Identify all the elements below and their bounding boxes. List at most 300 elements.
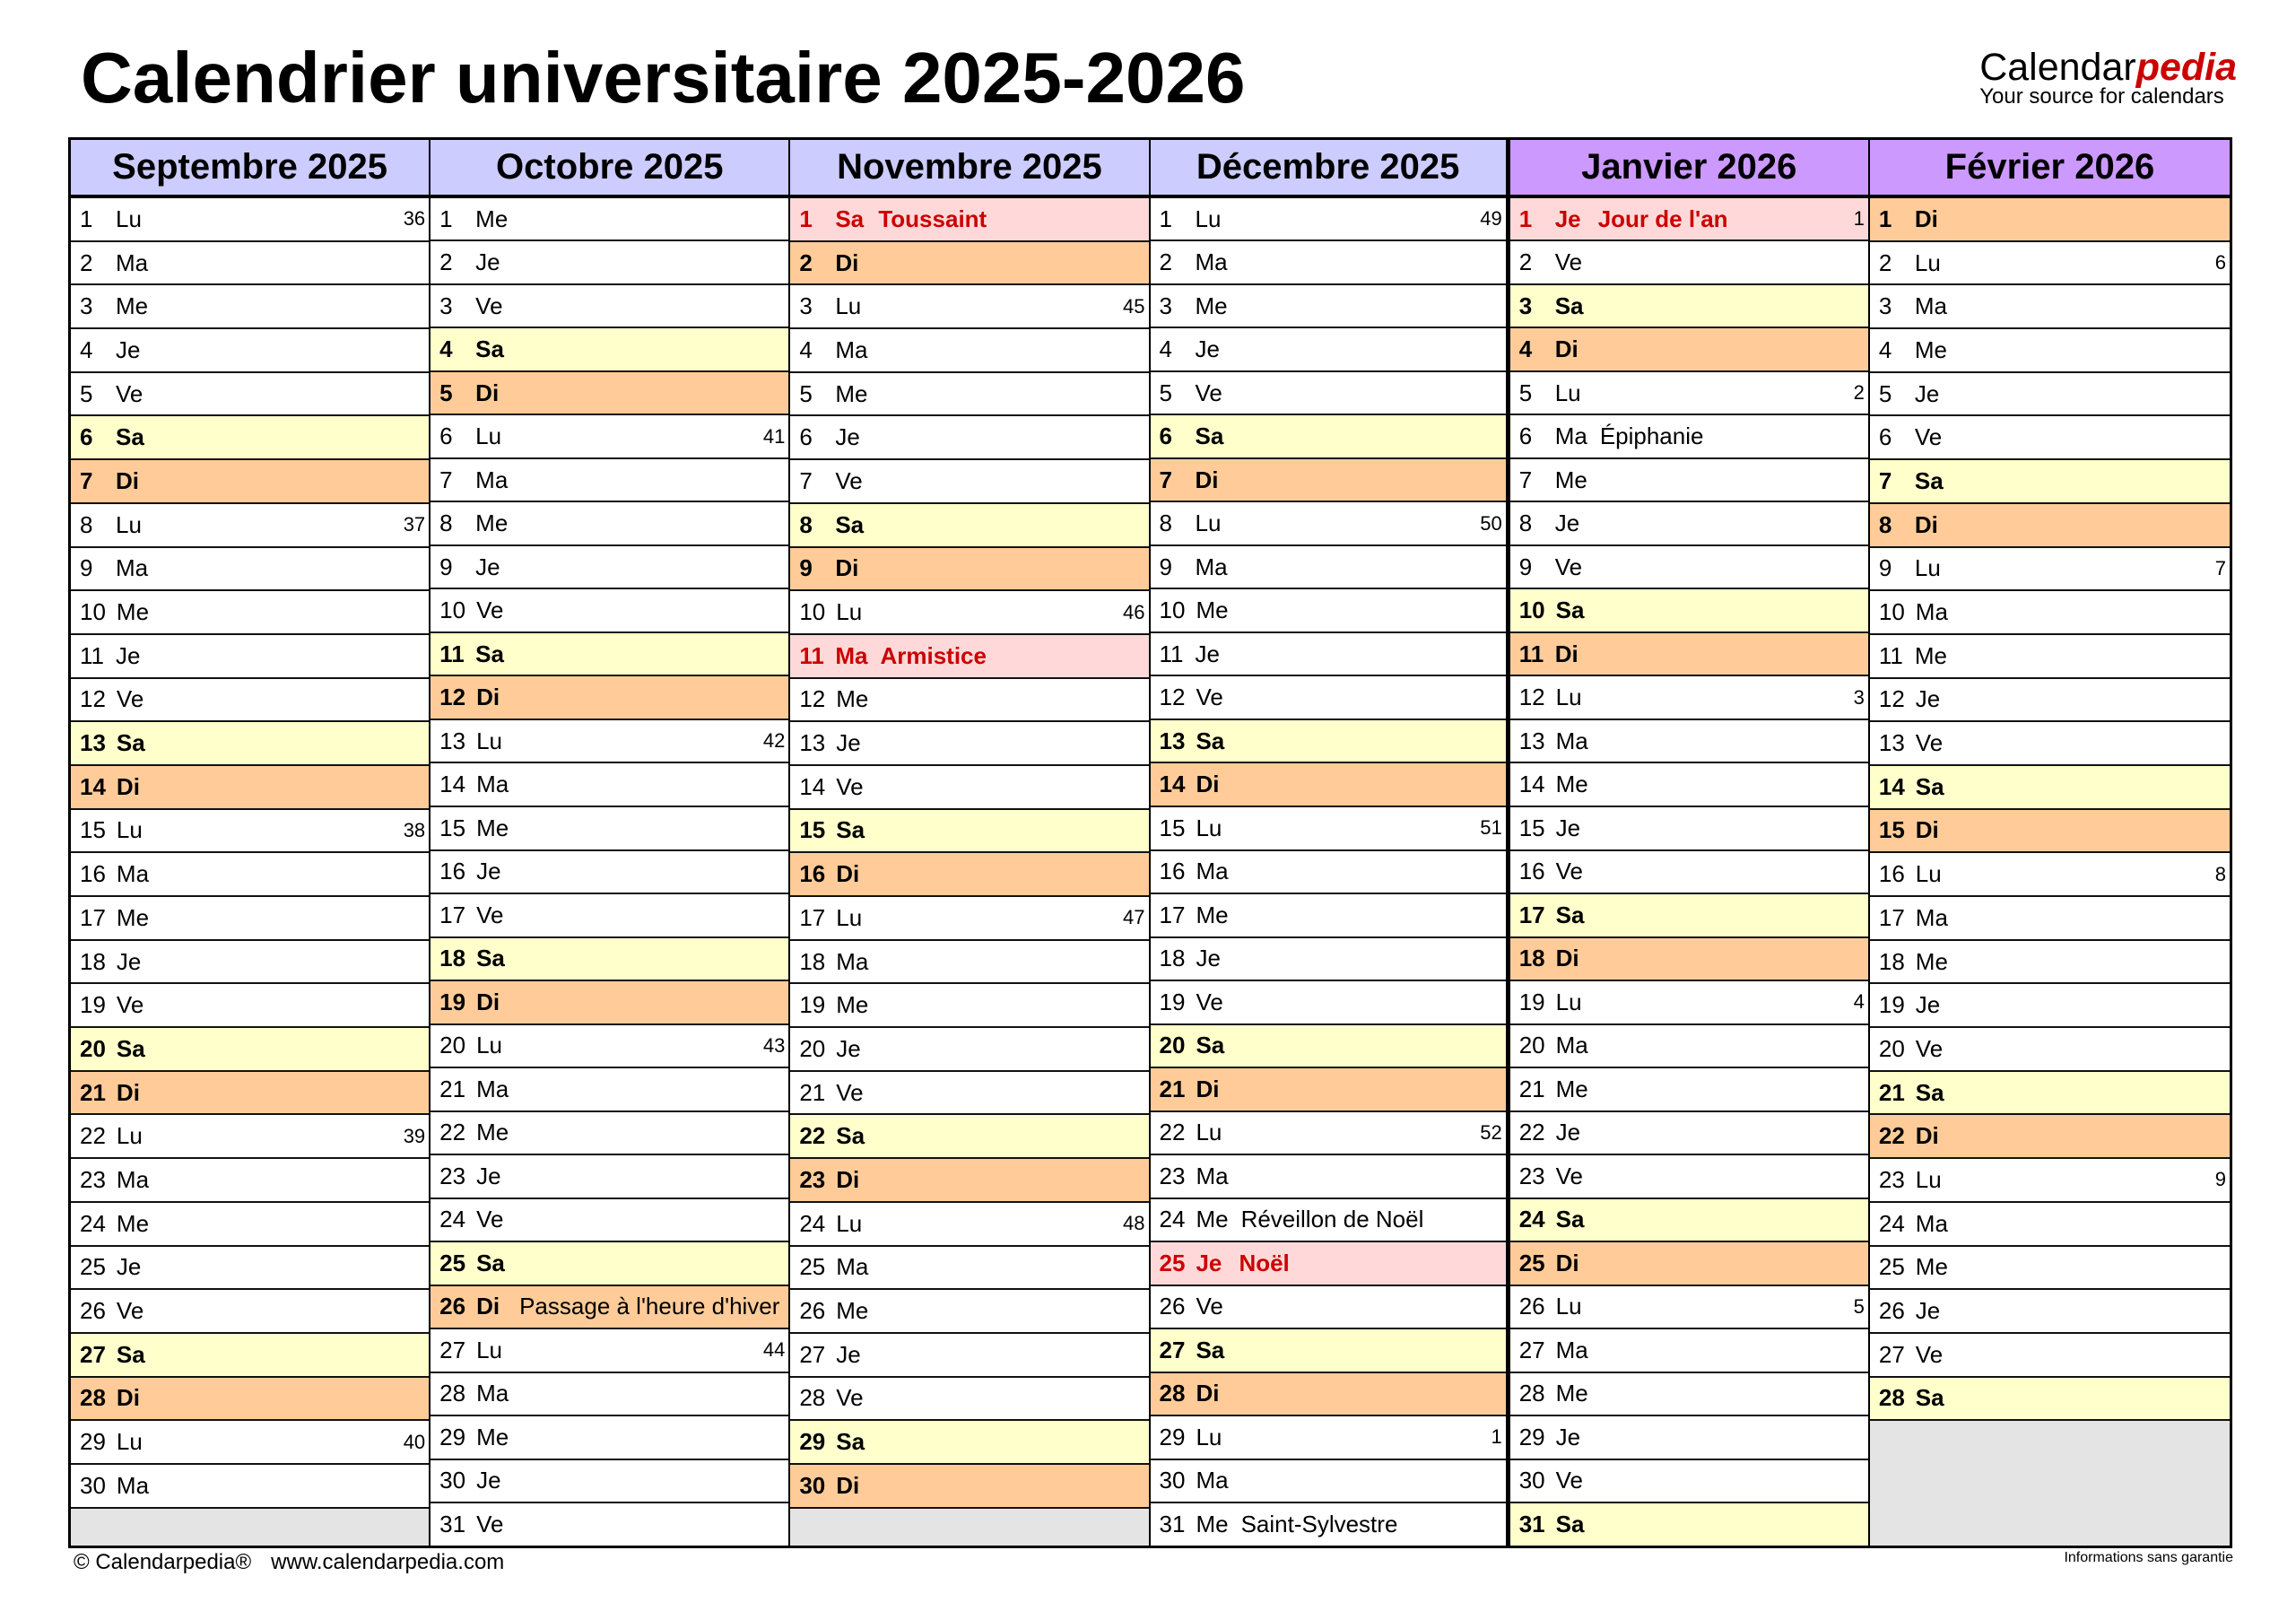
day-cell[interactable] bbox=[1510, 1155, 1868, 1199]
day-cell[interactable] bbox=[1870, 548, 2230, 592]
day-cell[interactable] bbox=[790, 897, 1148, 941]
weekday-label: Sa bbox=[1554, 292, 1584, 319]
day-cell[interactable] bbox=[71, 329, 429, 373]
day-cell[interactable] bbox=[71, 941, 429, 985]
day-number: 29 bbox=[1518, 1423, 1545, 1450]
day-cell[interactable] bbox=[1151, 1025, 1506, 1069]
day-cell[interactable] bbox=[430, 198, 788, 242]
week-number: 48 bbox=[1123, 1212, 1145, 1235]
week-number: 52 bbox=[1480, 1120, 1502, 1144]
day-number: 7 bbox=[1159, 466, 1172, 493]
day-cell[interactable] bbox=[71, 984, 429, 1028]
day-cell[interactable] bbox=[1510, 807, 1868, 851]
day-cell[interactable] bbox=[430, 459, 788, 503]
day-cell[interactable] bbox=[1151, 981, 1506, 1025]
day-cell[interactable] bbox=[430, 1329, 788, 1373]
day-cell[interactable] bbox=[1151, 459, 1506, 503]
weekday-label: Je bbox=[116, 947, 142, 975]
weekday-label: Je bbox=[116, 1253, 142, 1281]
weekday-label: Ma bbox=[476, 1380, 509, 1407]
day-cell[interactable] bbox=[1151, 1329, 1506, 1373]
day-cell[interactable] bbox=[1151, 1155, 1506, 1199]
event-label: Épiphanie bbox=[1599, 422, 1704, 450]
day-cell[interactable] bbox=[1870, 1378, 2230, 1422]
day-number: 11 bbox=[80, 641, 104, 669]
weekday-label: Di bbox=[116, 772, 140, 800]
day-cell[interactable] bbox=[1151, 676, 1506, 720]
day-cell[interactable] bbox=[1151, 1242, 1506, 1286]
day-number: 16 bbox=[799, 860, 826, 888]
day-cell[interactable] bbox=[790, 416, 1148, 460]
day-cell[interactable] bbox=[1510, 546, 1868, 590]
day-cell[interactable] bbox=[1510, 1286, 1868, 1330]
weekday-label: Lu bbox=[116, 1122, 143, 1150]
weekday-label: Sa bbox=[1195, 422, 1224, 450]
day-cell[interactable] bbox=[790, 853, 1148, 897]
day-cell[interactable] bbox=[1870, 1203, 2230, 1247]
weekday-label: Lu bbox=[1196, 1119, 1222, 1146]
week-number: 40 bbox=[403, 1430, 426, 1453]
day-cell[interactable] bbox=[790, 1247, 1148, 1291]
day-cell[interactable] bbox=[1870, 1115, 2230, 1159]
day-cell[interactable] bbox=[1151, 1416, 1506, 1460]
weekday-label: Lu bbox=[1915, 860, 1942, 888]
week-number: 39 bbox=[403, 1124, 426, 1147]
day-cell[interactable] bbox=[71, 853, 429, 897]
day-cell[interactable] bbox=[1151, 1068, 1506, 1112]
day-number: 13 bbox=[439, 727, 466, 754]
day-cell[interactable] bbox=[1510, 1329, 1868, 1373]
day-cell[interactable] bbox=[1151, 1112, 1506, 1156]
weekday-label: Ve bbox=[116, 991, 144, 1019]
day-cell[interactable] bbox=[1870, 810, 2230, 854]
day-number: 9 bbox=[799, 554, 813, 582]
day-cell[interactable] bbox=[790, 1378, 1148, 1422]
day-number: 22 bbox=[1878, 1122, 1905, 1150]
day-number: 9 bbox=[439, 553, 453, 580]
day-cell[interactable] bbox=[1151, 328, 1506, 372]
day-cell[interactable] bbox=[430, 1373, 788, 1417]
day-number: 10 bbox=[80, 598, 106, 626]
weekday-label: Me bbox=[836, 991, 869, 1019]
day-number: 7 bbox=[1878, 466, 1892, 494]
weekday-label: Ma bbox=[116, 1165, 150, 1193]
day-cell[interactable] bbox=[1510, 1068, 1868, 1112]
day-cell[interactable] bbox=[1510, 1199, 1868, 1243]
weekday-label: Lu bbox=[1555, 684, 1582, 711]
day-cell[interactable] bbox=[1870, 635, 2230, 679]
day-cell[interactable] bbox=[1510, 676, 1868, 720]
day-cell[interactable] bbox=[71, 897, 429, 941]
day-cell[interactable] bbox=[1510, 459, 1868, 503]
day-cell[interactable] bbox=[71, 810, 429, 854]
day-cell[interactable] bbox=[1870, 460, 2230, 504]
day-cell[interactable] bbox=[790, 198, 1148, 242]
day-cell[interactable] bbox=[1510, 938, 1868, 982]
day-cell[interactable] bbox=[1510, 1242, 1868, 1286]
day-cell[interactable] bbox=[71, 504, 429, 548]
weekday-label: Lu bbox=[1554, 379, 1581, 406]
day-cell[interactable] bbox=[430, 285, 788, 329]
day-number: 24 bbox=[439, 1206, 466, 1233]
day-cell[interactable] bbox=[1151, 198, 1506, 242]
day-number: 7 bbox=[799, 466, 813, 494]
day-cell[interactable] bbox=[1870, 373, 2230, 417]
day-cell[interactable] bbox=[790, 722, 1148, 766]
day-cell[interactable] bbox=[1870, 1072, 2230, 1116]
day-cell[interactable] bbox=[790, 635, 1148, 679]
day-cell[interactable] bbox=[1510, 1373, 1868, 1417]
day-cell[interactable] bbox=[1510, 1112, 1868, 1156]
day-cell[interactable] bbox=[71, 766, 429, 810]
copyright: © Calendarpedia® bbox=[74, 1550, 252, 1574]
day-cell[interactable] bbox=[1151, 1460, 1506, 1504]
day-number: 5 bbox=[1518, 379, 1533, 406]
day-cell[interactable] bbox=[430, 1503, 788, 1546]
day-number: 1 bbox=[1878, 205, 1892, 232]
week-number: 5 bbox=[1853, 1294, 1865, 1318]
website-link[interactable]: www.calendarpedia.com bbox=[271, 1550, 505, 1574]
week-number: 1 bbox=[1853, 207, 1865, 231]
day-cell[interactable] bbox=[1870, 1247, 2230, 1291]
day-cell[interactable] bbox=[430, 633, 788, 677]
day-cell[interactable] bbox=[790, 460, 1148, 504]
weekday-label: Ma bbox=[116, 1471, 150, 1499]
day-number: 20 bbox=[1159, 1032, 1186, 1059]
day-cell[interactable] bbox=[430, 372, 788, 416]
day-cell[interactable] bbox=[430, 1286, 788, 1330]
day-number: 8 bbox=[1878, 510, 1892, 538]
day-number: 2 bbox=[1159, 248, 1172, 276]
day-cell[interactable] bbox=[1151, 372, 1506, 416]
day-number: 6 bbox=[1878, 423, 1892, 451]
day-cell[interactable] bbox=[1510, 198, 1868, 242]
day-number: 23 bbox=[80, 1165, 106, 1193]
day-number: 10 bbox=[1159, 597, 1186, 624]
day-cell[interactable] bbox=[1870, 897, 2230, 941]
day-cell[interactable] bbox=[790, 1072, 1148, 1116]
brand-logo[interactable] bbox=[1979, 47, 2237, 108]
day-cell[interactable] bbox=[1510, 851, 1868, 895]
day-cell[interactable] bbox=[1510, 1025, 1868, 1069]
month-header: Novembre 2025 bbox=[790, 140, 1148, 198]
day-cell[interactable] bbox=[790, 1115, 1148, 1159]
day-number: 11 bbox=[439, 640, 465, 667]
day-cell[interactable] bbox=[430, 1199, 788, 1243]
day-cell[interactable] bbox=[71, 1028, 429, 1072]
day-cell[interactable] bbox=[1151, 1503, 1506, 1546]
day-cell[interactable] bbox=[790, 548, 1148, 592]
day-number: 1 bbox=[1159, 205, 1172, 232]
weekday-label: Sa bbox=[1914, 466, 1944, 494]
day-cell[interactable] bbox=[1510, 372, 1868, 416]
day-cell[interactable] bbox=[430, 1416, 788, 1460]
day-cell[interactable] bbox=[430, 415, 788, 459]
weekday-label: Lu bbox=[1196, 814, 1222, 841]
day-number: 28 bbox=[80, 1384, 106, 1412]
day-cell[interactable] bbox=[1870, 416, 2230, 460]
day-cell[interactable] bbox=[71, 416, 429, 460]
day-cell[interactable] bbox=[1151, 763, 1506, 807]
day-cell[interactable] bbox=[71, 1203, 429, 1247]
day-cell[interactable] bbox=[1510, 502, 1868, 546]
day-number: 30 bbox=[439, 1467, 466, 1494]
weekday-label: Je bbox=[116, 335, 141, 363]
weekday-label: Je bbox=[1914, 379, 1940, 407]
day-number: 10 bbox=[799, 598, 826, 626]
day-cell[interactable] bbox=[1510, 241, 1868, 285]
weekday-label: Ve bbox=[1554, 248, 1583, 276]
day-cell[interactable] bbox=[790, 1203, 1148, 1247]
day-number: 29 bbox=[439, 1423, 466, 1450]
day-number: 28 bbox=[1518, 1380, 1545, 1407]
day-cell[interactable] bbox=[430, 938, 788, 982]
day-cell[interactable] bbox=[1510, 894, 1868, 938]
weekday-label: Ma bbox=[1555, 1032, 1588, 1059]
day-cell[interactable] bbox=[790, 504, 1148, 548]
month-header: Janvier 2026 bbox=[1510, 140, 1868, 198]
week-number: 44 bbox=[762, 1338, 786, 1362]
day-cell[interactable] bbox=[1151, 807, 1506, 851]
day-number: 19 bbox=[1518, 988, 1545, 1015]
day-cell[interactable] bbox=[790, 679, 1148, 723]
day-number: 12 bbox=[439, 684, 466, 711]
day-number: 6 bbox=[80, 423, 93, 451]
day-cell[interactable] bbox=[430, 981, 788, 1025]
day-cell[interactable] bbox=[1151, 633, 1506, 677]
day-cell[interactable] bbox=[790, 285, 1148, 329]
day-cell[interactable] bbox=[1151, 1373, 1506, 1417]
weekday-label: Di bbox=[1196, 1380, 1220, 1407]
day-cell[interactable] bbox=[790, 1159, 1148, 1203]
day-cell[interactable] bbox=[1151, 285, 1506, 329]
day-cell[interactable] bbox=[430, 676, 788, 720]
day-cell[interactable] bbox=[430, 763, 788, 807]
weekday-label: Ma bbox=[1555, 1336, 1588, 1363]
weekday-label: Lu bbox=[476, 1032, 503, 1059]
day-cell[interactable] bbox=[71, 1247, 429, 1291]
day-cell[interactable] bbox=[1151, 720, 1506, 764]
day-cell[interactable] bbox=[71, 373, 429, 417]
day-cell[interactable] bbox=[1870, 591, 2230, 635]
day-cell[interactable] bbox=[71, 1290, 429, 1334]
day-cell[interactable] bbox=[790, 984, 1148, 1028]
day-cell[interactable] bbox=[430, 1025, 788, 1069]
day-cell[interactable] bbox=[430, 720, 788, 764]
weekday-label: Sa bbox=[1196, 1032, 1225, 1059]
day-cell[interactable] bbox=[1151, 589, 1506, 633]
day-cell[interactable] bbox=[1510, 1460, 1868, 1504]
day-cell[interactable] bbox=[430, 502, 788, 546]
day-number: 5 bbox=[799, 379, 813, 407]
day-number: 18 bbox=[799, 947, 826, 975]
day-cell[interactable] bbox=[430, 241, 788, 285]
week-number: 41 bbox=[762, 424, 786, 448]
day-cell[interactable] bbox=[790, 810, 1148, 854]
day-cell[interactable] bbox=[790, 1421, 1148, 1465]
day-cell[interactable] bbox=[1510, 415, 1868, 459]
day-number: 18 bbox=[1518, 945, 1545, 972]
week-number: 37 bbox=[403, 513, 426, 536]
day-cell[interactable] bbox=[430, 589, 788, 633]
day-cell[interactable] bbox=[1510, 763, 1868, 807]
day-cell[interactable] bbox=[71, 1072, 429, 1116]
day-cell[interactable] bbox=[71, 198, 429, 242]
day-number: 24 bbox=[80, 1209, 106, 1237]
day-cell[interactable] bbox=[1870, 198, 2230, 242]
day-cell[interactable] bbox=[1510, 328, 1868, 372]
week-number: 43 bbox=[762, 1033, 786, 1057]
day-cell[interactable] bbox=[71, 1421, 429, 1465]
day-cell[interactable] bbox=[1870, 941, 2230, 985]
day-cell[interactable] bbox=[1870, 1290, 2230, 1334]
day-cell[interactable] bbox=[71, 591, 429, 635]
weekday-label: Je bbox=[475, 248, 500, 276]
day-cell[interactable] bbox=[1870, 722, 2230, 766]
day-cell[interactable] bbox=[1510, 1416, 1868, 1460]
day-cell[interactable] bbox=[71, 1378, 429, 1422]
weekday-label: Ve bbox=[476, 1206, 504, 1233]
day-cell[interactable] bbox=[430, 1242, 788, 1286]
day-cell[interactable] bbox=[1151, 546, 1506, 590]
day-cell[interactable] bbox=[430, 328, 788, 372]
day-cell[interactable] bbox=[71, 722, 429, 766]
day-number: 17 bbox=[1518, 901, 1545, 928]
day-cell[interactable] bbox=[790, 1290, 1148, 1334]
weekday-label: Di bbox=[1914, 205, 1938, 232]
day-number: 26 bbox=[799, 1297, 826, 1325]
day-cell[interactable] bbox=[1510, 1503, 1868, 1546]
day-cell[interactable] bbox=[71, 460, 429, 504]
day-cell[interactable] bbox=[430, 1112, 788, 1156]
day-cell[interactable] bbox=[1510, 285, 1868, 329]
day-cell[interactable] bbox=[1151, 894, 1506, 938]
day-number: 9 bbox=[1518, 553, 1533, 580]
day-number: 12 bbox=[1878, 685, 1905, 713]
day-cell[interactable] bbox=[1870, 504, 2230, 548]
day-cell[interactable] bbox=[430, 1068, 788, 1112]
weekday-label: Sa bbox=[1915, 1078, 1944, 1106]
day-cell[interactable] bbox=[71, 635, 429, 679]
weekday-label: Ma bbox=[835, 335, 868, 363]
weekday-label: Ma bbox=[116, 554, 149, 582]
day-number: 21 bbox=[439, 1075, 466, 1102]
weekday-label: Sa bbox=[116, 1340, 145, 1368]
day-cell[interactable] bbox=[71, 548, 429, 592]
day-cell[interactable] bbox=[1151, 1286, 1506, 1330]
day-cell[interactable] bbox=[71, 1115, 429, 1159]
day-number: 16 bbox=[80, 860, 106, 888]
weekday-label: Sa bbox=[116, 729, 145, 757]
day-cell[interactable] bbox=[1870, 329, 2230, 373]
day-cell[interactable] bbox=[71, 285, 429, 329]
day-cell[interactable] bbox=[1151, 851, 1506, 895]
day-cell[interactable] bbox=[430, 851, 788, 895]
day-cell[interactable] bbox=[1151, 241, 1506, 285]
day-number: 20 bbox=[80, 1034, 106, 1062]
day-cell[interactable] bbox=[1151, 415, 1506, 459]
day-cell[interactable] bbox=[790, 1334, 1148, 1378]
day-cell[interactable] bbox=[790, 766, 1148, 810]
day-cell[interactable] bbox=[1870, 1334, 2230, 1378]
weekday-label: Sa bbox=[835, 205, 865, 232]
weekday-label: Ve bbox=[116, 685, 144, 713]
weekday-label: Ma bbox=[475, 466, 509, 493]
day-number: 1 bbox=[1518, 205, 1533, 232]
day-number: 3 bbox=[1159, 292, 1172, 319]
day-cell[interactable] bbox=[71, 1159, 429, 1203]
day-number: 24 bbox=[1159, 1206, 1186, 1233]
weekday-label: Lu bbox=[116, 1428, 143, 1456]
day-number: 27 bbox=[1518, 1336, 1545, 1363]
day-cell[interactable] bbox=[430, 807, 788, 851]
day-number: 25 bbox=[80, 1253, 106, 1281]
day-number: 30 bbox=[799, 1471, 826, 1499]
day-cell[interactable] bbox=[71, 679, 429, 723]
day-cell[interactable] bbox=[430, 546, 788, 590]
weekday-label: Ve bbox=[1196, 684, 1223, 711]
weekday-label: Di bbox=[1555, 945, 1579, 972]
day-number: 7 bbox=[80, 466, 93, 494]
weekday-label: Ma bbox=[1196, 858, 1229, 885]
day-cell[interactable] bbox=[790, 242, 1148, 286]
day-cell[interactable] bbox=[71, 242, 429, 286]
day-cell[interactable] bbox=[790, 329, 1148, 373]
day-number: 19 bbox=[799, 991, 826, 1019]
day-cell[interactable] bbox=[1870, 242, 2230, 286]
day-cell[interactable] bbox=[1151, 1199, 1506, 1243]
day-cell[interactable] bbox=[1870, 1028, 2230, 1072]
day-cell[interactable] bbox=[1510, 589, 1868, 633]
day-number: 23 bbox=[1159, 1162, 1186, 1189]
day-number: 4 bbox=[799, 335, 813, 363]
day-cell[interactable] bbox=[71, 1334, 429, 1378]
day-number: 23 bbox=[1878, 1165, 1905, 1193]
weekday-label: Lu bbox=[116, 510, 142, 538]
day-cell[interactable] bbox=[1870, 984, 2230, 1028]
day-cell[interactable] bbox=[790, 1465, 1148, 1509]
day-cell[interactable] bbox=[790, 373, 1148, 417]
weekday-label: Ma bbox=[1195, 248, 1228, 276]
day-number: 15 bbox=[799, 816, 826, 844]
day-cell[interactable] bbox=[790, 941, 1148, 985]
day-cell[interactable] bbox=[1870, 853, 2230, 897]
day-cell[interactable] bbox=[1870, 766, 2230, 810]
day-cell[interactable] bbox=[1870, 285, 2230, 329]
day-cell[interactable] bbox=[790, 591, 1148, 635]
day-cell[interactable] bbox=[1870, 679, 2230, 723]
weekday-label: Sa bbox=[116, 423, 144, 451]
day-number: 29 bbox=[1159, 1423, 1186, 1450]
day-number: 8 bbox=[1518, 510, 1533, 537]
day-cell[interactable] bbox=[1870, 1159, 2230, 1203]
month-column bbox=[1510, 140, 1870, 1546]
day-cell[interactable] bbox=[71, 1465, 429, 1509]
weekday-label: Di bbox=[1915, 816, 1939, 844]
day-cell[interactable] bbox=[430, 894, 788, 938]
day-cell[interactable] bbox=[1510, 720, 1868, 764]
day-cell[interactable] bbox=[430, 1460, 788, 1504]
weekday-label: Lu bbox=[1914, 248, 1941, 276]
day-cell[interactable] bbox=[1151, 502, 1506, 546]
day-cell[interactable] bbox=[790, 1028, 1148, 1072]
day-cell[interactable] bbox=[1151, 938, 1506, 982]
day-number: 15 bbox=[80, 816, 106, 844]
day-cell[interactable] bbox=[1510, 633, 1868, 677]
day-cell[interactable] bbox=[430, 1155, 788, 1199]
day-cell[interactable] bbox=[1510, 981, 1868, 1025]
holiday-label: Noël bbox=[1239, 1249, 1290, 1276]
